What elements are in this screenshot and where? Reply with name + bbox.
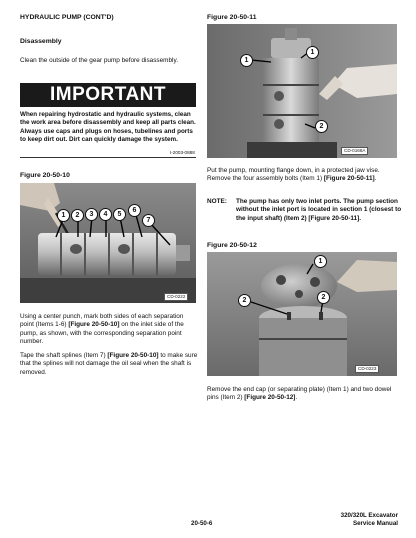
figure-title-20-50-12: Figure 20-50-12 — [207, 242, 257, 249]
figure-reference: [Figure 20-50-12] — [244, 394, 296, 402]
tape-text-end: to make sure that the splines will not damage the oil seal when the shaft is removed. — [20, 352, 198, 376]
end-cap-instruction — [207, 386, 397, 403]
figure-photo-pump-in-vise — [207, 24, 397, 158]
vise-instruction — [207, 167, 397, 184]
callout-6: 6 — [128, 204, 141, 217]
figure-title-20-50-10: Figure 20-50-10 — [20, 172, 70, 179]
figure-code: CD-0222 — [164, 293, 188, 301]
callout-4: 4 — [99, 208, 112, 221]
vise-illustration — [207, 24, 397, 158]
divider — [20, 157, 196, 158]
end-cap-text-end: . — [295, 394, 298, 402]
callout-2: 2 — [238, 294, 251, 307]
section-title: HYDRAULIC PUMP (CONT'D) — [20, 14, 114, 21]
subsection-title: Disassembly — [20, 38, 62, 45]
callout-7: 7 — [142, 214, 155, 227]
figure-reference: [Figure 20-50-11] — [323, 175, 375, 183]
important-code: I-2003-0888 — [170, 150, 195, 155]
vise-text: Put the pump, mounting flange down, in a protected jaw vise. Remove the four assembly bolts (Item 1) — [207, 167, 380, 183]
callout-2: 2 — [71, 209, 84, 222]
callout-3: 3 — [85, 208, 98, 221]
marking-instruction — [20, 313, 198, 347]
figure-reference: [Figure 20-50-10] — [68, 321, 120, 329]
vise-text-end: . — [374, 175, 377, 183]
marking-text-end: on the inlet side of the pump, as shown, with the corresponding separation point number. — [20, 321, 184, 346]
callout-2: 2 — [317, 291, 330, 304]
pump-illustration — [20, 183, 196, 303]
important-banner: IMPORTANT — [20, 83, 196, 107]
tape-instruction — [20, 352, 198, 377]
figure-photo-pump-marked — [20, 183, 196, 303]
intro-paragraph: Clean the outside of the gear pump before disassembly. — [20, 57, 178, 64]
marking-text: Using a center punch, mark both sides of each separation point (Items 1-6) — [20, 313, 184, 329]
footer-manual: Service Manual — [352, 520, 398, 527]
figure-code: CD-0223 — [355, 365, 379, 373]
important-body: When repairing hydrostatic and hydraulic systems, clean the work area before disassembly and keep all parts clean. Always use caps and plugs on hoses, tubelines and ports to keep dirt out. Dirt can quickly damage the system. — [20, 111, 196, 144]
page-number: 20-50-6 — [191, 520, 213, 527]
tape-text: Tape the shaft splines (Item 7) — [20, 352, 108, 359]
callout-1: 1 — [57, 209, 70, 222]
end-cap-text: Remove the end cap (or separating plate) (Item 1) and two dowel pins (Item 2) — [207, 386, 392, 402]
end-cap-illustration — [207, 252, 397, 376]
figure-title-20-50-11: Figure 20-50-11 — [207, 14, 257, 21]
figure-photo-end-cap — [207, 252, 397, 376]
callout-2: 2 — [315, 120, 328, 133]
figure-code: CD-0168A — [341, 147, 368, 155]
callout-1: 1 — [240, 54, 253, 67]
callout-1: 1 — [306, 46, 319, 59]
callout-5: 5 — [113, 208, 126, 221]
figure-reference: [Figure 20-50-10] — [107, 352, 159, 359]
footer-model: 320/320L Excavator — [340, 512, 398, 519]
note-label: NOTE: — [207, 198, 227, 205]
callout-1: 1 — [314, 255, 327, 268]
note — [207, 198, 402, 238]
note-body: The pump has only two inlet ports. The pump section without the inlet port is located in section 1 (closest to the input shaft) (Item 2) [Figure 20-50-11]. — [236, 198, 402, 222]
